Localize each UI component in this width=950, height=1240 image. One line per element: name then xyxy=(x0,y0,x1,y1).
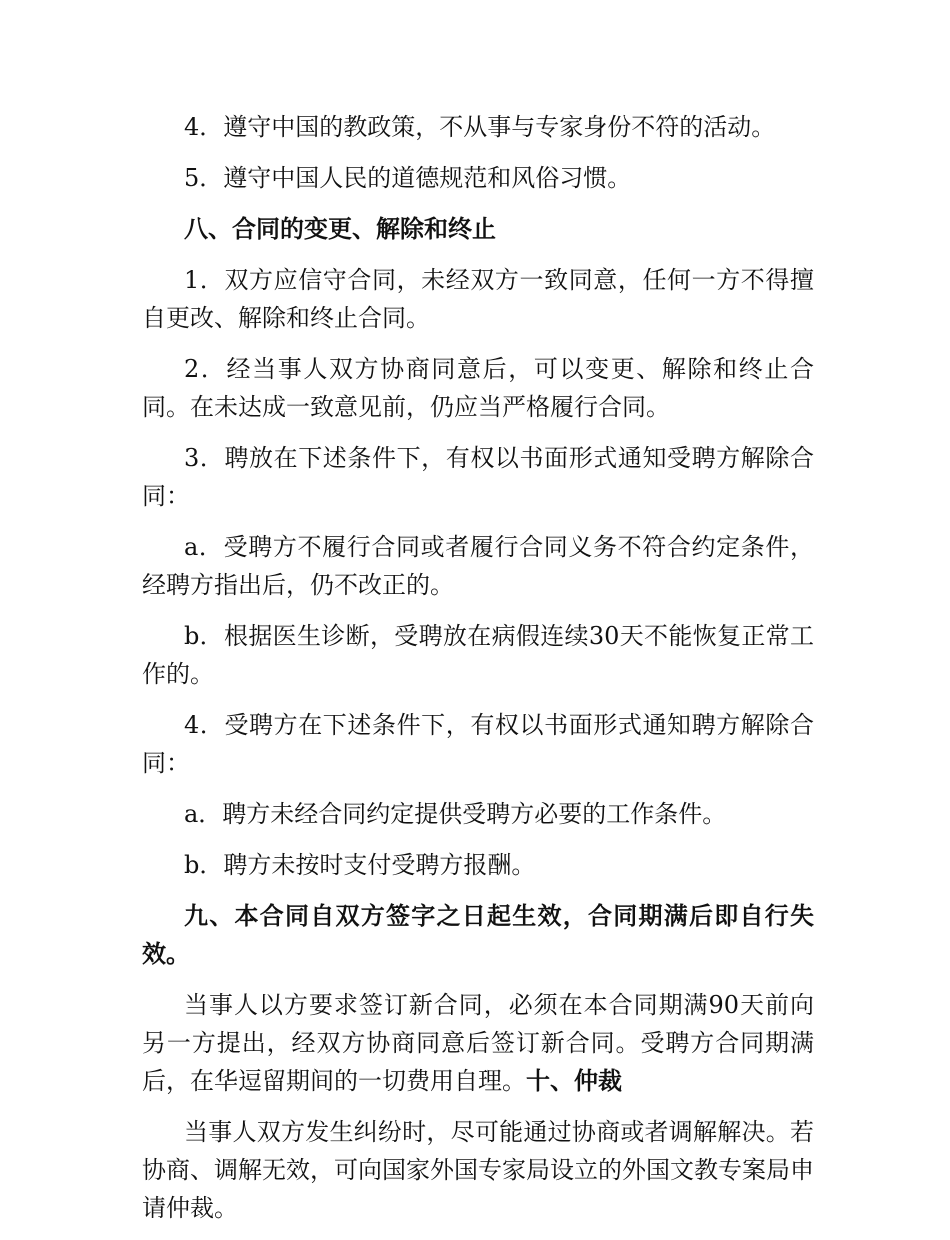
clause-8-2: 2．经当事人双方协商同意后，可以变更、解除和终止合同。在未达成一致意见前，仍应当严格履行合同。 xyxy=(142,355,814,421)
section-heading-9: 九、本合同自双方签字之日起生效，合同期满后即自行失效。 xyxy=(142,902,814,968)
clause-8-3-b: b．根据医生诊断，受聘放在病假连续30天不能恢复正常工作的。 xyxy=(142,622,814,688)
clause-9-renewal-text: 当事人以方要求签订新合同，必须在本合同期满90天前向另一方提出，经双方协商同意后签订新合同。受聘方合同期满后，在华逗留期间的一切费用自理。 xyxy=(142,991,814,1095)
clause-8-4-a: a．聘方未经合同约定提供受聘方必要的工作条件。 xyxy=(184,800,727,828)
clause-4: 4．遵守中国的教政策，不从事与专家身份不符的活动。 xyxy=(184,113,776,141)
clause-8-4: 4．受聘方在下述条件下，有权以书面形式通知聘方解除合同： xyxy=(142,711,814,777)
clause-5: 5．遵守中国人民的道德规范和风俗习惯。 xyxy=(184,164,632,192)
clause-8-4-b: b．聘方未按时支付受聘方报酬。 xyxy=(184,851,536,879)
section-heading-8: 八、合同的变更、解除和终止 xyxy=(184,215,496,243)
clause-8-3-a: a．受聘方不履行合同或者履行合同义务不符合约定条件，经聘方指出后，仍不改正的。 xyxy=(142,533,814,599)
clause-10-arbitration: 当事人双方发生纠纷时，尽可能通过协商或者调解解决。若协商、调解无效，可向国家外国专家局设立的外国文教专案局申请仲裁。 xyxy=(142,1118,814,1222)
clause-8-3: 3．聘放在下述条件下，有权以书面形式通知受聘方解除合同： xyxy=(142,444,814,510)
clause-8-1: 1．双方应信守合同，未经双方一致同意，任何一方不得擅自更改、解除和终止合同。 xyxy=(142,266,814,332)
section-heading-10: 十、仲裁 xyxy=(526,1067,622,1095)
document-page xyxy=(142,108,814,1240)
clause-9-renewal xyxy=(142,986,814,1100)
